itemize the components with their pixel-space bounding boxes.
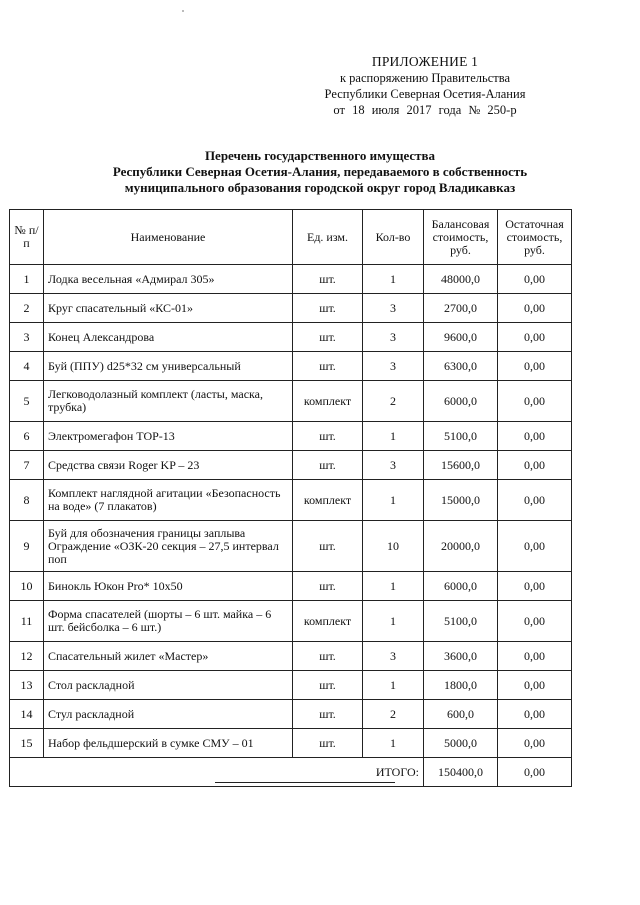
cell-unit: шт. xyxy=(293,521,363,572)
cell-unit: шт. xyxy=(293,642,363,671)
cell-unit: шт. xyxy=(293,323,363,352)
cell-num: 5 xyxy=(10,381,44,422)
cell-qty: 3 xyxy=(363,642,424,671)
cell-name: Буй (ППУ) d25*32 см универсальный xyxy=(44,352,293,381)
cell-residual: 0,00 xyxy=(498,671,572,700)
total-label: ИТОГО: xyxy=(10,758,424,787)
cell-num: 10 xyxy=(10,572,44,601)
cell-name: Средства связи Roger KP – 23 xyxy=(44,451,293,480)
cell-balance: 48000,0 xyxy=(424,265,498,294)
cell-num: 8 xyxy=(10,480,44,521)
cell-unit: шт. xyxy=(293,729,363,758)
cell-num: 11 xyxy=(10,601,44,642)
document-title xyxy=(40,148,600,196)
cell-qty: 3 xyxy=(363,352,424,381)
cell-name: Стул раскладной xyxy=(44,700,293,729)
cell-unit: шт. xyxy=(293,700,363,729)
cell-qty: 1 xyxy=(363,601,424,642)
cell-qty: 3 xyxy=(363,294,424,323)
cell-balance: 6000,0 xyxy=(424,381,498,422)
header-balance: Балансовая стоимость, руб. xyxy=(424,210,498,265)
table-row xyxy=(10,451,572,480)
cell-name: Круг спасательный «КС-01» xyxy=(44,294,293,323)
table-row xyxy=(10,265,572,294)
document-title-line-3: муниципального образования городской округ город Владикавказ xyxy=(124,180,516,195)
table-row xyxy=(10,480,572,521)
cell-balance: 600,0 xyxy=(424,700,498,729)
cell-name: Стол раскладной xyxy=(44,671,293,700)
cell-residual: 0,00 xyxy=(498,480,572,521)
cell-balance: 5000,0 xyxy=(424,729,498,758)
document-title-line-2: Республики Северная Осетия-Алания, передаваемого в собственность xyxy=(112,164,528,179)
total-balance: 150400,0 xyxy=(424,758,498,787)
cell-unit: шт. xyxy=(293,451,363,480)
cell-qty: 3 xyxy=(363,451,424,480)
cell-balance: 9600,0 xyxy=(424,323,498,352)
cell-qty: 3 xyxy=(363,323,424,352)
cell-name: Форма спасателей (шорты – 6 шт. майка – 6 шт. бейсболка – 6 шт.) xyxy=(44,601,293,642)
cell-name: Лодка весельная «Адмирал 305» xyxy=(44,265,293,294)
cell-num: 13 xyxy=(10,671,44,700)
property-table xyxy=(9,209,572,787)
cell-unit: шт. xyxy=(293,294,363,323)
cell-num: 14 xyxy=(10,700,44,729)
table-row xyxy=(10,700,572,729)
cell-qty: 1 xyxy=(363,265,424,294)
cell-balance: 5100,0 xyxy=(424,422,498,451)
cell-num: 12 xyxy=(10,642,44,671)
cell-name: Легководолазный комплект (ласты, маска, трубка) xyxy=(44,381,293,422)
table-row xyxy=(10,381,572,422)
header-qty: Кол-во xyxy=(363,210,424,265)
document-title-line-1: Перечень государственного имущества xyxy=(204,148,436,163)
cell-name: Комплект наглядной агитации «Безопасность на воде» (7 плакатов) xyxy=(44,480,293,521)
cell-qty: 1 xyxy=(363,572,424,601)
cell-residual: 0,00 xyxy=(498,642,572,671)
appendix-header xyxy=(300,54,550,118)
cell-balance: 6300,0 xyxy=(424,352,498,381)
cell-balance: 2700,0 xyxy=(424,294,498,323)
cell-name: Электромегафон ТОР-13 xyxy=(44,422,293,451)
cell-balance: 15600,0 xyxy=(424,451,498,480)
cell-unit: шт. xyxy=(293,572,363,601)
cell-unit: комплект xyxy=(293,601,363,642)
appendix-line-1: к распоряжению Правительства xyxy=(339,71,510,85)
scan-speck xyxy=(182,10,184,12)
cell-unit: шт. xyxy=(293,671,363,700)
cell-num: 6 xyxy=(10,422,44,451)
table-row xyxy=(10,729,572,758)
appendix-date-line: от 18 июля 2017 года № 250-р xyxy=(333,103,517,117)
cell-balance: 5100,0 xyxy=(424,601,498,642)
closing-line xyxy=(215,782,395,783)
cell-balance: 1800,0 xyxy=(424,671,498,700)
cell-num: 15 xyxy=(10,729,44,758)
cell-balance: 6000,0 xyxy=(424,572,498,601)
cell-unit: шт. xyxy=(293,352,363,381)
cell-qty: 1 xyxy=(363,422,424,451)
cell-unit: комплект xyxy=(293,381,363,422)
table-row xyxy=(10,294,572,323)
table-row xyxy=(10,642,572,671)
cell-num: 2 xyxy=(10,294,44,323)
cell-residual: 0,00 xyxy=(498,572,572,601)
cell-name: Буй для обозначения границы заплыва Ограждение «ОЗК-20 секция – 27,5 интервал поп xyxy=(44,521,293,572)
table-row xyxy=(10,572,572,601)
table-row xyxy=(10,521,572,572)
cell-qty: 2 xyxy=(363,381,424,422)
cell-residual: 0,00 xyxy=(498,422,572,451)
cell-balance: 20000,0 xyxy=(424,521,498,572)
cell-name: Спасательный жилет «Мастер» xyxy=(44,642,293,671)
table-row xyxy=(10,601,572,642)
appendix-line-2: Республики Северная Осетия-Алания xyxy=(324,87,526,101)
table-row xyxy=(10,323,572,352)
cell-residual: 0,00 xyxy=(498,700,572,729)
cell-qty: 2 xyxy=(363,700,424,729)
table-header-row xyxy=(10,210,572,265)
cell-num: 7 xyxy=(10,451,44,480)
cell-num: 4 xyxy=(10,352,44,381)
cell-residual: 0,00 xyxy=(498,729,572,758)
cell-residual: 0,00 xyxy=(498,352,572,381)
cell-qty: 1 xyxy=(363,480,424,521)
cell-residual: 0,00 xyxy=(498,451,572,480)
cell-name: Бинокль Юкон Pro* 10x50 xyxy=(44,572,293,601)
table-row xyxy=(10,352,572,381)
cell-num: 9 xyxy=(10,521,44,572)
total-residual: 0,00 xyxy=(498,758,572,787)
cell-name: Конец Александрова xyxy=(44,323,293,352)
cell-residual: 0,00 xyxy=(498,601,572,642)
cell-num: 1 xyxy=(10,265,44,294)
header-residual: Остаточная стоимость, руб. xyxy=(498,210,572,265)
table-row xyxy=(10,422,572,451)
cell-balance: 15000,0 xyxy=(424,480,498,521)
cell-qty: 1 xyxy=(363,671,424,700)
cell-qty: 10 xyxy=(363,521,424,572)
cell-unit: комплект xyxy=(293,480,363,521)
header-name: Наименование xyxy=(44,210,293,265)
cell-balance: 3600,0 xyxy=(424,642,498,671)
cell-residual: 0,00 xyxy=(498,265,572,294)
appendix-title: ПРИЛОЖЕНИЕ 1 xyxy=(371,54,479,69)
header-unit: Ед. изм. xyxy=(293,210,363,265)
cell-residual: 0,00 xyxy=(498,521,572,572)
cell-unit: шт. xyxy=(293,265,363,294)
cell-residual: 0,00 xyxy=(498,381,572,422)
cell-num: 3 xyxy=(10,323,44,352)
cell-name: Набор фельдшерский в сумке СМУ – 01 xyxy=(44,729,293,758)
cell-unit: шт. xyxy=(293,422,363,451)
cell-residual: 0,00 xyxy=(498,294,572,323)
header-num: № п/п xyxy=(10,210,44,265)
cell-qty: 1 xyxy=(363,729,424,758)
table-row xyxy=(10,671,572,700)
cell-residual: 0,00 xyxy=(498,323,572,352)
